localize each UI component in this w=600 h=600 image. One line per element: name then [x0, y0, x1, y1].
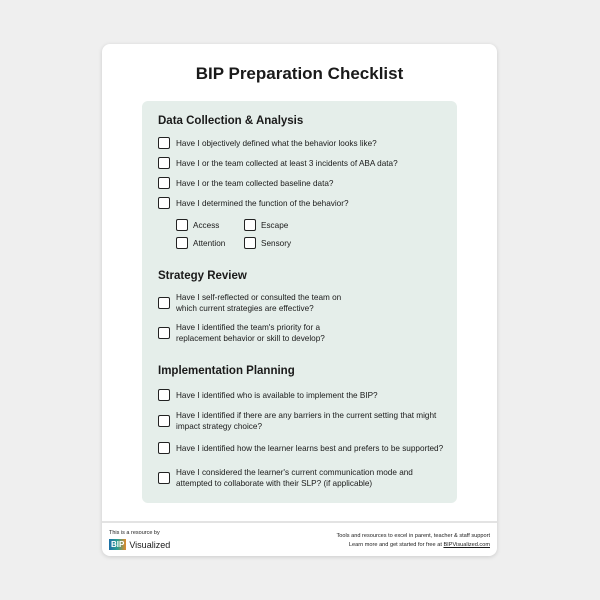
function-option-escape[interactable] — [244, 219, 288, 231]
function-option-attention[interactable] — [176, 237, 225, 249]
option-label: Escape — [261, 220, 289, 230]
checkbox[interactable] — [158, 442, 170, 454]
checklist-panel — [142, 101, 457, 503]
resource-label: This is a resource by — [109, 530, 160, 536]
cta-text: Learn more and get started for free at — [348, 542, 442, 548]
checkbox[interactable] — [244, 219, 256, 231]
page-title: BIP Preparation Checklist — [195, 64, 404, 83]
checklist-item[interactable] — [158, 467, 428, 489]
item-label: Have I identified who is available to implement the BIP? — [176, 390, 378, 400]
footer-info — [337, 532, 491, 550]
function-option-access[interactable] — [176, 219, 219, 231]
checklist-item[interactable] — [158, 389, 378, 401]
checkbox[interactable] — [244, 237, 256, 249]
tagline: Tools and resources to excel in parent, teacher & staff support — [336, 533, 490, 539]
checkbox[interactable] — [158, 327, 170, 339]
item-label: Have I or the team collected baseline data? — [176, 178, 334, 188]
website-link[interactable]: BIPVisualized.com — [443, 542, 490, 548]
checkbox[interactable] — [158, 197, 170, 209]
checklist-item[interactable] — [158, 442, 453, 454]
item-label: Have I self-reflected or consulted the team on which current strategies are effective? — [176, 293, 342, 313]
option-label: Sensory — [261, 238, 292, 248]
checkbox[interactable] — [158, 157, 170, 169]
item-label: Have I identified the team's priority for a replacement behavior or skill to develop? — [176, 323, 325, 343]
checkbox[interactable] — [158, 137, 170, 149]
checkbox[interactable] — [158, 415, 170, 427]
section-heading: Data Collection & Analysis — [158, 115, 304, 127]
function-option-sensory[interactable] — [244, 237, 291, 249]
checklist-item[interactable] — [158, 157, 398, 169]
checkbox[interactable] — [176, 219, 188, 231]
checklist-item[interactable] — [158, 137, 377, 149]
section-heading: Implementation Planning — [158, 365, 295, 377]
option-label: Attention — [193, 238, 226, 248]
item-label: Have I identified if there are any barriers in the current setting that might impact strategy choice? — [176, 411, 437, 431]
bip-visualized-logo — [109, 539, 170, 550]
section-heading: Strategy Review — [158, 270, 247, 282]
checklist-item[interactable] — [158, 197, 349, 209]
item-label: Have I determined the function of the behavior? — [176, 198, 349, 208]
checkbox[interactable] — [176, 237, 188, 249]
item-label: Have I considered the learner's current communication mode and attempted to collaborate with their SLP? (if applicable) — [176, 468, 413, 488]
checkbox[interactable] — [158, 177, 170, 189]
checklist-item[interactable] — [158, 177, 333, 189]
checklist-item[interactable] — [158, 322, 348, 344]
checklist-item[interactable] — [158, 410, 438, 432]
item-label: Have I or the team collected at least 3 incidents of ABA data? — [176, 158, 398, 168]
checkbox[interactable] — [158, 472, 170, 484]
option-label: Access — [193, 220, 220, 230]
item-label: Have I identified how the learner learns best and prefers to be supported? — [176, 443, 444, 453]
item-label: Have I objectively defined what the behavior looks like? — [176, 138, 377, 148]
logo-text: Visualized — [129, 539, 171, 550]
checkbox[interactable] — [158, 297, 170, 309]
checkbox[interactable] — [158, 389, 170, 401]
logo-mark: BIP — [111, 540, 125, 549]
checklist-page — [102, 44, 497, 556]
checklist-item[interactable] — [158, 292, 348, 314]
footer — [102, 521, 497, 556]
